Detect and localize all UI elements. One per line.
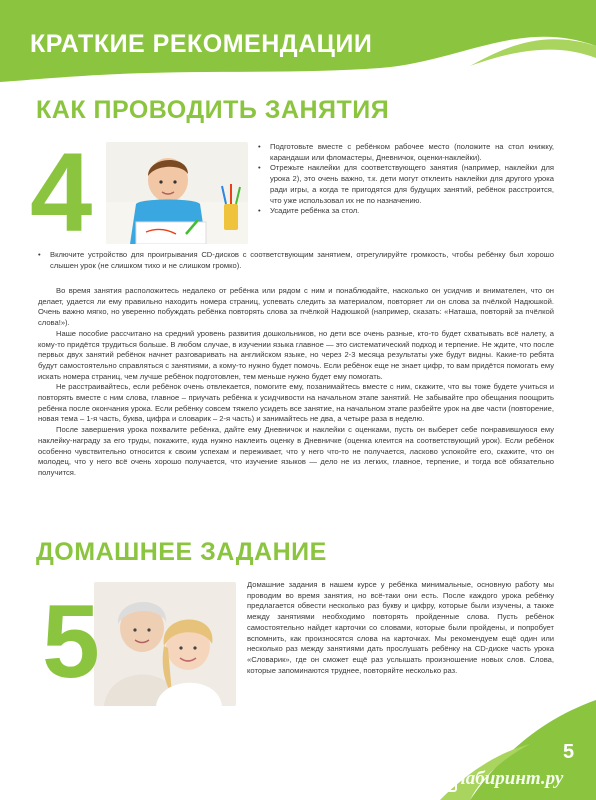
paragraph: Во время занятия расположитесь недалеко от ребёнка или рядом с ним и понаблюдайте, насколько он усидчив и внимателен, что он делает, удается ли ему правильно находить номера страниц, успевать следить за материалом, повторяет ли он слова за пчёлкой Надюшкой. Очень важно мягко, но уверенно побуждать ребёнка повторять слова за пчёлкой Надюшкой (например, сказать: «Наташа, повторяй за пчёлкой слова!»). [38,286,554,328]
list-item: • Включите устройство для проигрывания CD-дисков с соответствующим занятием, отрегулируйте громкость, чтобы ребёнку был хорошо слышен урок (не слишком тихо и не слишком громко). [38,250,554,271]
list-item: • Подготовьте вместе с ребёнком рабочее место (положите на стол книжку, карандаши или фломастеры, Дневничок, оценки-наклейки). [258,142,554,163]
paragraph: Наше пособие рассчитано на средний уровень развития дошкольников, но дети все очень разные, кто-то будет схватывать всё налету, а кому-то придётся трудиться больше. В любом случае, в изучении языка главное — это систематический подход и терпение. Не ждите, что после первых двух занятий ребёнок начнет разговаривать на английском языке, но через 2-3 месяца результаты уже будут видны. Какие-то ребята будут самостоятельно справляться с занятиями, а кому-то нужно будет помочь. Если ребёнок еще не знает цифр, то вам придётся помогать ему искать номера страниц, чем лучше ребёнок подготовлен, тем меньше нужно будет ему помогать. [38,328,554,381]
list-item: • Усадите ребёнка за стол. [258,206,554,217]
paragraph: После завершения урока похвалите ребёнка, дайте ему Дневничок и наклейки с оценками, пусть он выберет себе понравившуюся ему наклейку-награду за его труды, покажите, куда нужно наклеить оценку в Дневничке (оценка клеится на соответствующий урок). Если ребёнок особенно чувствительно относится к своим успехам и переживает, что у него что-то не получается, ласково успокойте его, скажите, что он молодец, что у него всё очень хорошо получается, что изучение языков — дело не из легких, главное, терпение, и тогда всё обязательно получится. [38,425,554,477]
page-number: 5 [563,741,575,763]
homework-text: Домашние задания в нашем курсе у ребёнка минимальные, основную работу мы проводим во время занятия, но всё-таки они есть. После каждого урока ребёнку предлагается обвести несколько раз букву и цифру, которые были изучены, а также между занятиями необходимо повторять пройденные слова. Пусть ребёнок самостоятельно найдет карточки со словами, которые были пройдены, и попробует вспомнить, как произносятся слова на карточках. Мы рекомендуем ещё один или несколько раз между занятиями дать прослушать ребёнку на CD-диске часть урока «Словарик», где он сможет ещё раз услышать произношение новых слов. Слова, которые запоминаются труднее, повторяйте несколько раз. [247,580,554,675]
section-number-5: 5 [42,584,100,700]
labirint-logo-icon: Л [433,768,457,792]
list-item: • Отрежьте наклейки для соответствующего занятия (например, наклейки для урока 2), это очень важно, т.к. дети могут отклеить наклейки для другого урока ради игры, а когда те пригодятся для будущих занятий, ребёнок расстроится, что уже использовал их не по назначению. [258,163,554,206]
section-title-homework: ДОМАШНЕЕ ЗАДАНИЕ [36,538,327,566]
paragraph: Не расстраивайтесь, если ребёнок очень отвлекается, помогите ему, позанимайтесь вместе с ним, скажите, что вы тоже будете учиться и повторять вместе с ним слова, главное – приучать ребёнка к усидчивости на начальном этапе занятий. Не забывайте про обещания поощрить ребёнка после окончания урока. Если ребёнку совсем тяжело усидеть все занятие, на начальном этапе разбейте урок на две части (повторение, новая тема – 1-я часть, буква, цифра и словарик – 2-я часть) и занимайтесь не два, а четыре раза в неделю. [38,382,554,424]
section-number-4: 4 [30,130,93,255]
watermark: лабиринт.ру [456,768,564,789]
section-title-lessons: КАК ПРОВОДИТЬ ЗАНЯТИЯ [36,96,390,124]
page-title: КРАТКИЕ РЕКОМЕНДАЦИИ [30,30,373,58]
